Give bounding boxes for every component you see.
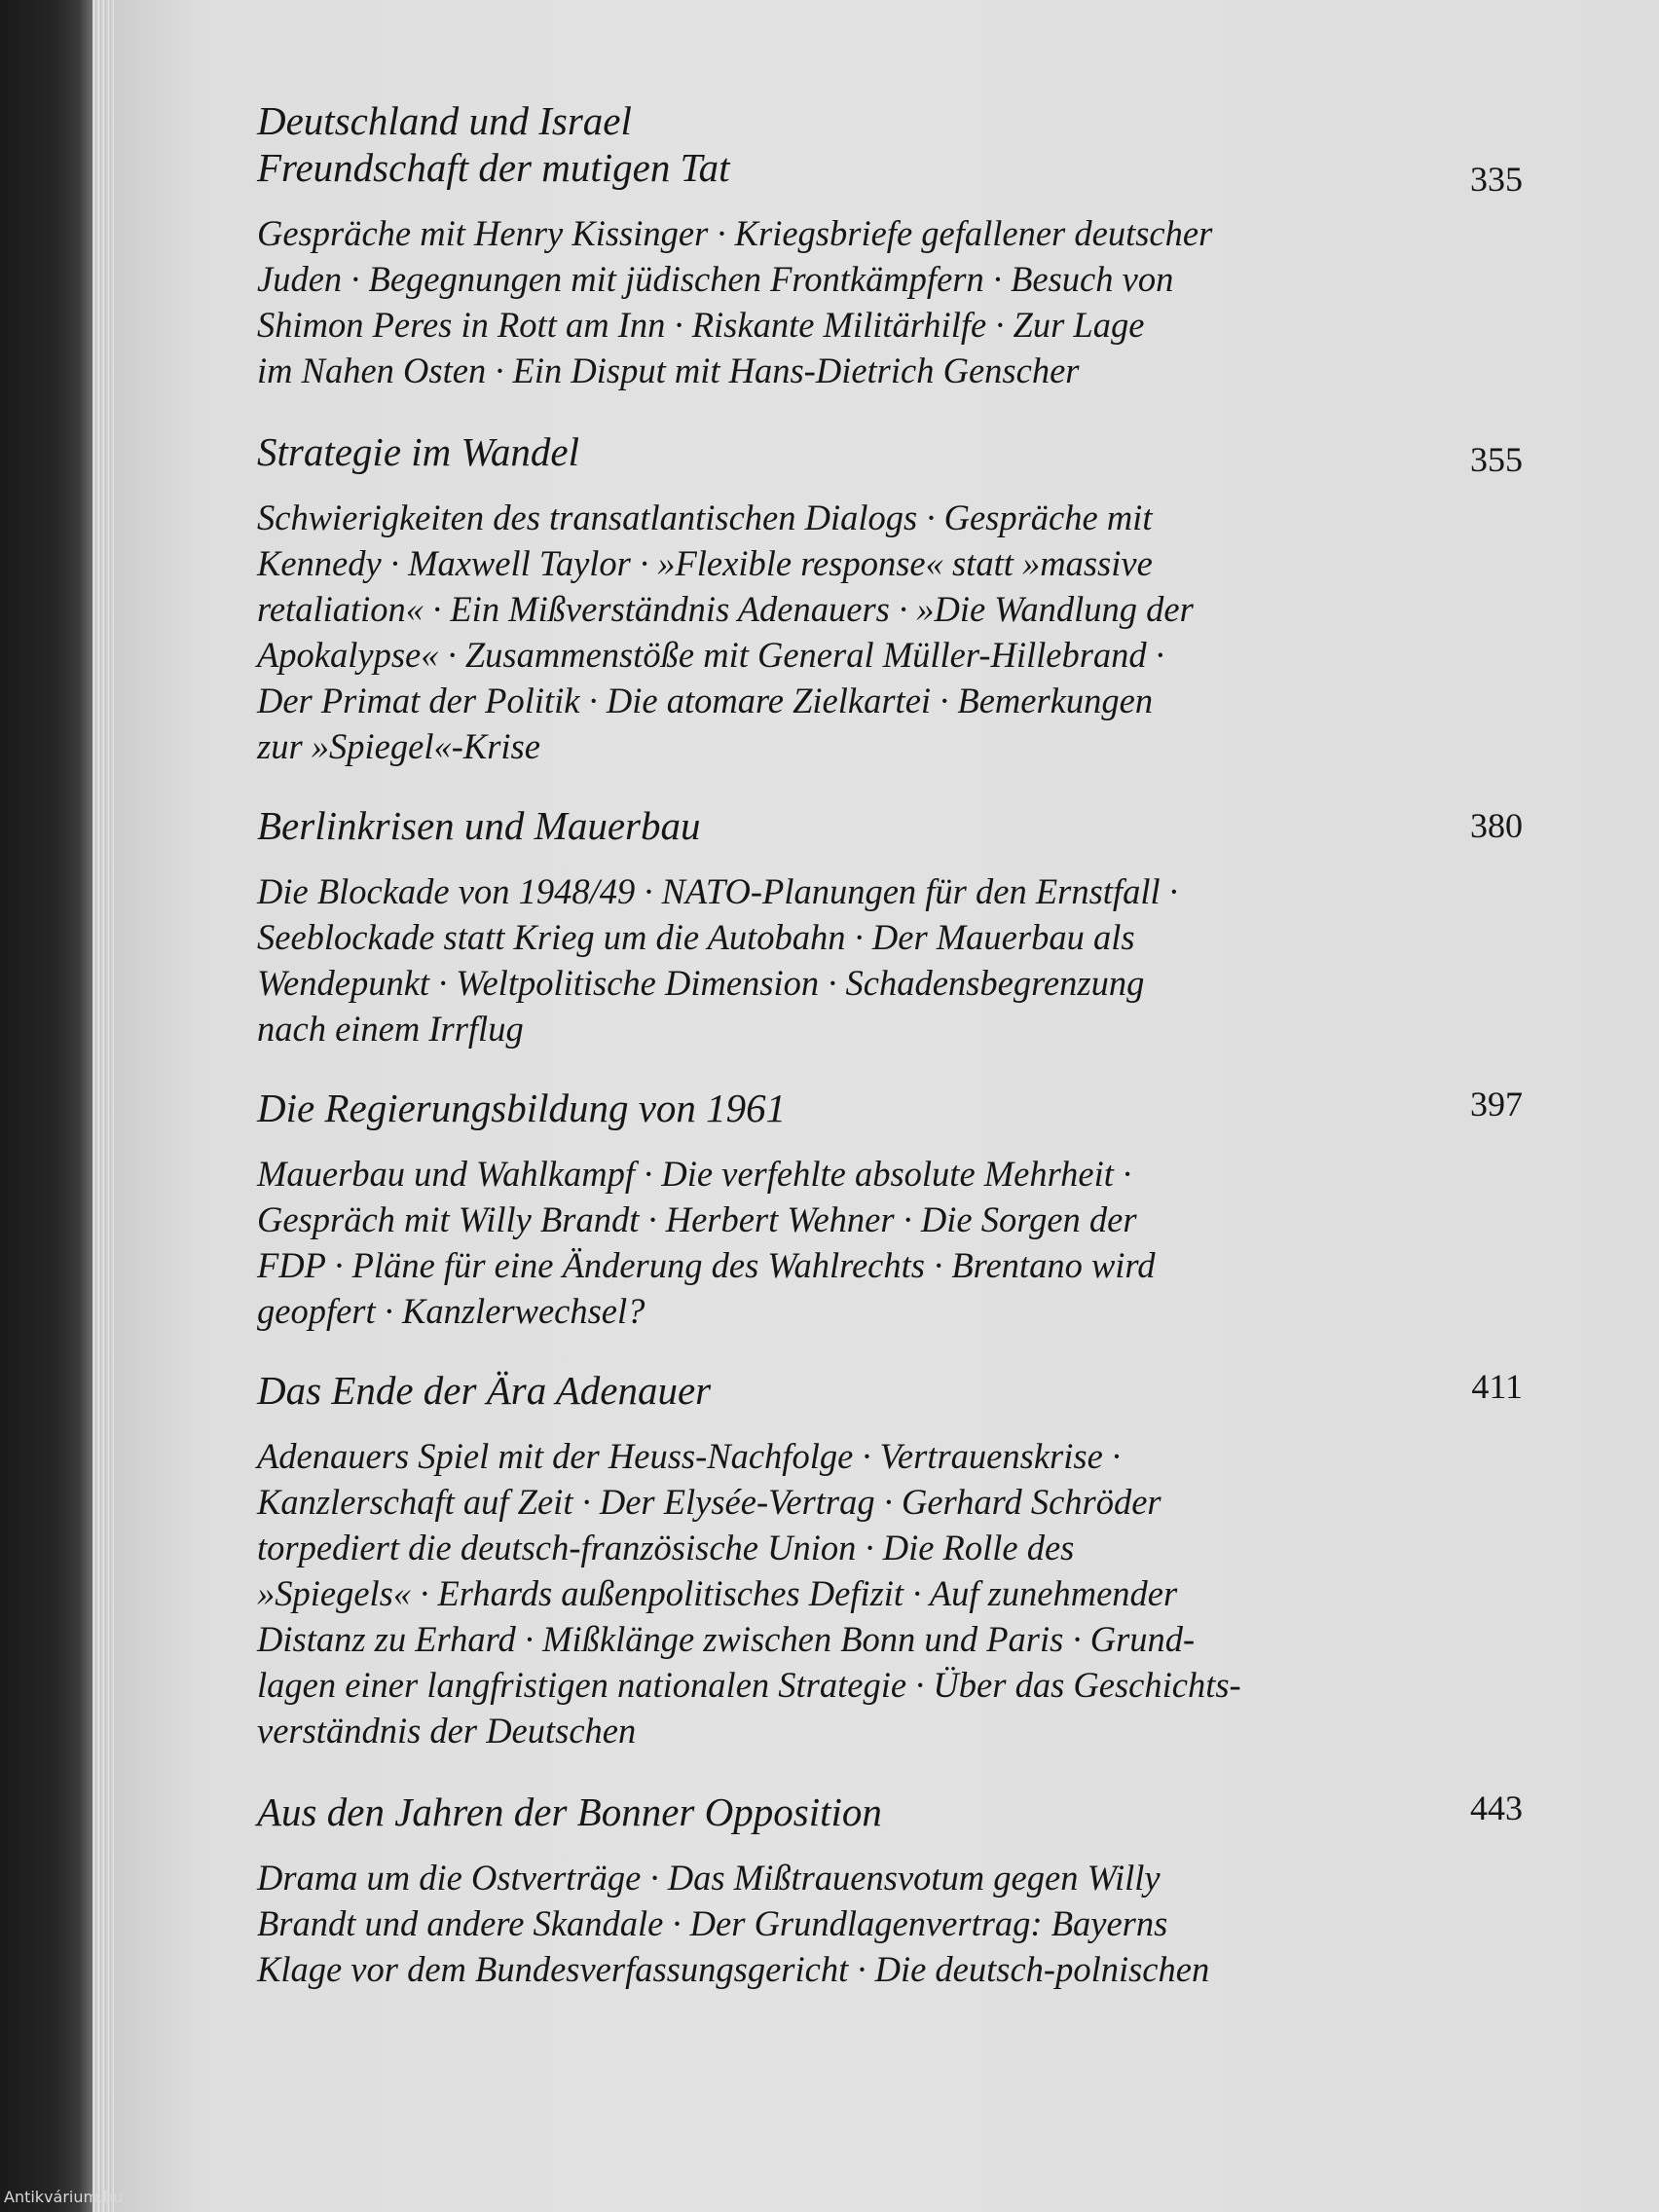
summary-line: Die Blockade von 1948/49 · NATO-Planungen für den Ernstfall · bbox=[257, 871, 1178, 911]
chapter-summary bbox=[257, 210, 1464, 393]
summary-line: Brandt und andere Skandale · Der Grundlagenvertrag: Bayerns bbox=[257, 1903, 1168, 1943]
page-number: 443 bbox=[1470, 1788, 1523, 1827]
summary-line: nach einem Irrflug bbox=[257, 1009, 524, 1049]
summary-line: Adenauers Spiel mit der Heuss-Nachfolge · Vertrauenskrise · bbox=[257, 1436, 1122, 1476]
chapter-title bbox=[257, 428, 1377, 475]
watermark-text: Antikvárium.hu bbox=[4, 2188, 124, 2206]
chapter-title bbox=[257, 1788, 1377, 1835]
toc-entry bbox=[257, 1367, 1542, 1753]
toc-entry bbox=[257, 1085, 1542, 1334]
summary-line: zur »Spiegel«-Krise bbox=[257, 726, 540, 766]
table-of-contents bbox=[257, 97, 1542, 1992]
toc-entry bbox=[257, 428, 1542, 769]
chapter-summary bbox=[257, 1855, 1464, 1992]
summary-line: Mauerbau und Wahlkampf · Die verfehlte absolute Mehrheit · bbox=[257, 1154, 1132, 1194]
page-number: 397 bbox=[1470, 1085, 1523, 1124]
summary-line: Shimon Peres in Rott am Inn · Riskante Militärhilfe · Zur Lage bbox=[257, 305, 1145, 345]
summary-line: Seeblockade statt Krieg um die Autobahn · Der Mauerbau als bbox=[257, 917, 1135, 957]
chapter-summary bbox=[257, 1151, 1464, 1334]
chapter-title bbox=[257, 1085, 1377, 1131]
summary-line: Apokalypse« · Zusammenstöße mit General Müller-Hillebrand · bbox=[257, 635, 1164, 675]
chapter-summary bbox=[257, 868, 1464, 1051]
book-spine-shadow bbox=[0, 0, 92, 2212]
summary-line: torpediert die deutsch-französische Union · Die Rolle des bbox=[257, 1528, 1075, 1567]
chapter-title-line: Berlinkrisen und Mauerbau bbox=[257, 803, 701, 848]
chapter-title-line: Die Regierungsbildung von 1961 bbox=[257, 1086, 787, 1130]
page-number: 355 bbox=[1470, 440, 1523, 479]
summary-line: Kanzlerschaft auf Zeit · Der Elysée-Vertrag · Gerhard Schröder bbox=[257, 1482, 1161, 1522]
toc-entry bbox=[257, 802, 1542, 1051]
summary-line: im Nahen Osten · Ein Disput mit Hans-Dietrich Genscher bbox=[257, 350, 1080, 390]
chapter-title bbox=[257, 802, 1377, 849]
summary-line: retaliation« · Ein Mißverständnis Adenauers · »Die Wandlung der bbox=[257, 589, 1194, 629]
summary-line: »Spiegels« · Erhards außenpolitisches Defizit · Auf zunehmender bbox=[257, 1573, 1178, 1613]
toc-entry bbox=[257, 97, 1542, 393]
chapter-title-line: Deutschland und Israel bbox=[257, 98, 632, 143]
chapter-title-line: Strategie im Wandel bbox=[257, 429, 580, 474]
summary-line: Drama um die Ostverträge · Das Mißtrauensvotum gegen Willy bbox=[257, 1858, 1161, 1898]
page-number: 335 bbox=[1470, 160, 1523, 199]
chapter-title-line: Freundschaft der mutigen Tat bbox=[257, 145, 730, 190]
chapter-summary bbox=[257, 495, 1464, 769]
summary-line: FDP · Pläne für eine Änderung des Wahlrechts · Brentano wird bbox=[257, 1245, 1156, 1285]
summary-line: Schwierigkeiten des transatlantischen Dialogs · Gespräche mit bbox=[257, 498, 1153, 537]
summary-line: Wendepunkt · Weltpolitische Dimension · Schadensbegrenzung bbox=[257, 963, 1145, 1003]
summary-line: Kennedy · Maxwell Taylor · »Flexible response« statt »massive bbox=[257, 543, 1153, 583]
summary-line: geopfert · Kanzlerwechsel? bbox=[257, 1291, 645, 1331]
chapter-title bbox=[257, 1367, 1377, 1414]
page-number: 411 bbox=[1471, 1367, 1523, 1406]
page-edges bbox=[92, 0, 114, 2212]
chapter-title-line: Das Ende der Ära Adenauer bbox=[257, 1368, 712, 1413]
summary-line: Juden · Begegnungen mit jüdischen Frontkämpfern · Besuch von bbox=[257, 259, 1174, 299]
page-number: 380 bbox=[1470, 806, 1523, 845]
summary-line: Gespräche mit Henry Kissinger · Kriegsbriefe gefallener deutscher bbox=[257, 213, 1213, 253]
summary-line: Gespräch mit Willy Brandt · Herbert Wehner · Die Sorgen der bbox=[257, 1199, 1137, 1239]
chapter-title bbox=[257, 97, 1377, 191]
chapter-title-line: Aus den Jahren der Bonner Opposition bbox=[257, 1789, 882, 1834]
summary-line: Distanz zu Erhard · Mißklänge zwischen Bonn und Paris · Grund- bbox=[257, 1619, 1196, 1659]
toc-entry bbox=[257, 1788, 1542, 1992]
chapter-summary bbox=[257, 1433, 1464, 1753]
summary-line: Der Primat der Politik · Die atomare Zielkartei · Bemerkungen bbox=[257, 681, 1154, 720]
summary-line: lagen einer langfristigen nationalen Strategie · Über das Geschichts- bbox=[257, 1665, 1241, 1705]
summary-line: verständnis der Deutschen bbox=[257, 1711, 637, 1751]
summary-line: Klage vor dem Bundesverfassungsgericht · Die deutsch-polnischen bbox=[257, 1949, 1210, 1989]
